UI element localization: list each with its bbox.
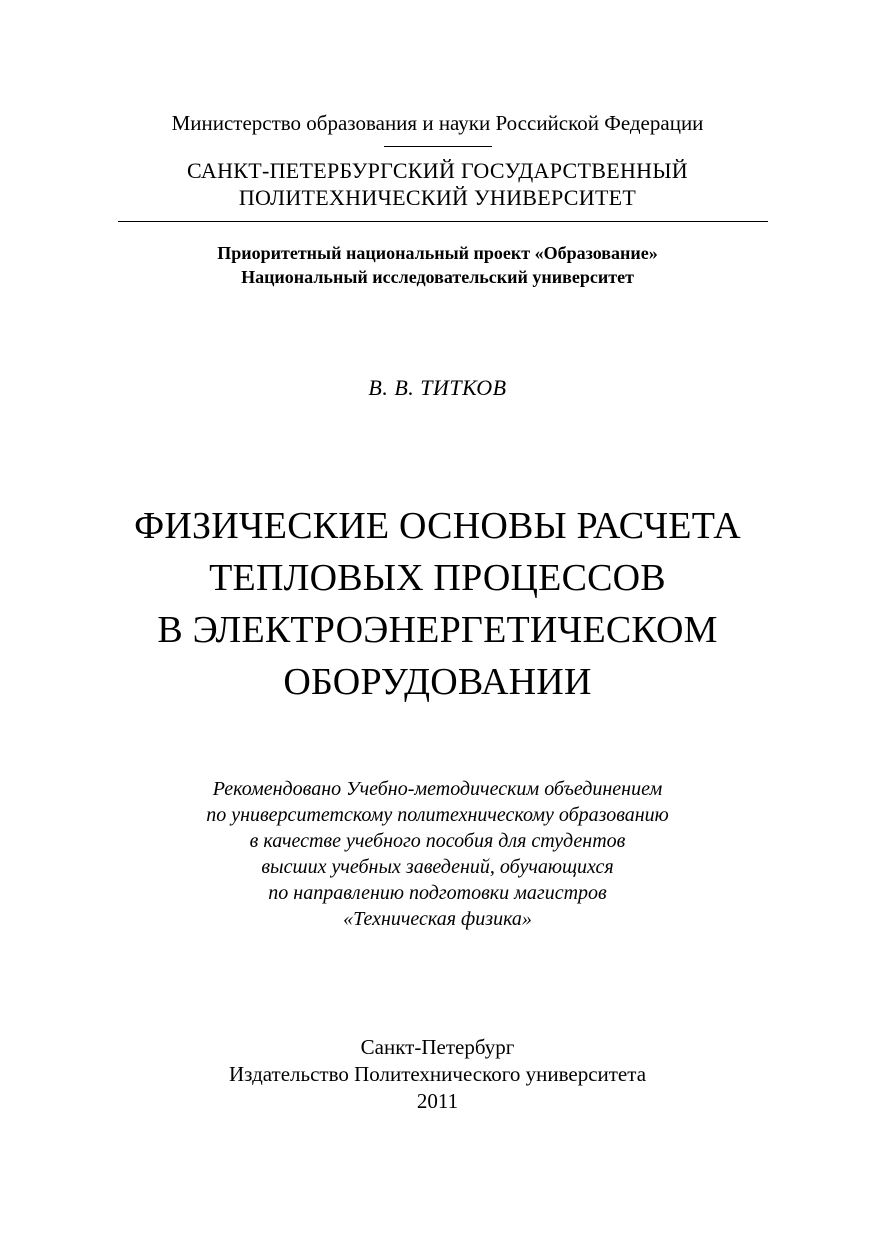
- recommendation-line-1: Рекомендовано Учебно-методическим объединением: [212, 778, 663, 800]
- title-line-4: ОБОРУДОВАНИИ: [283, 661, 592, 703]
- title-line-3: В ЭЛЕКТРОЭНЕРГЕТИЧЕСКОМ: [157, 609, 718, 651]
- university-line-1: САНКТ-ПЕТЕРБУРГСКИЙ ГОСУДАРСТВЕННЫЙ: [187, 158, 688, 183]
- author-name: [0, 373, 875, 403]
- author-text: В. В. ТИТКОВ: [368, 375, 507, 400]
- short-divider: [384, 146, 492, 147]
- project-block: [0, 241, 875, 289]
- ministry-text: Министерство образования и науки Российской Федерации: [171, 111, 704, 135]
- recommendation-line-2: по университетскому политехническому образованию: [206, 804, 669, 826]
- imprint-year: 2011: [416, 1089, 459, 1113]
- university-line-2: ПОЛИТЕХНИЧЕСКИЙ УНИВЕРСИТЕТ: [238, 185, 637, 210]
- header-divider: [118, 221, 768, 222]
- recommendation-block: [0, 776, 875, 932]
- imprint-city: Санкт-Петербург: [360, 1035, 515, 1059]
- ministry-line: [0, 108, 875, 138]
- project-line-1: Приоритетный национальный проект «Образование»: [217, 243, 658, 263]
- recommendation-line-4: высших учебных заведений, обучающихся: [261, 856, 614, 878]
- imprint-publisher: Издательство Политехнического университета: [228, 1062, 647, 1086]
- recommendation-line-6: «Техническая физика»: [343, 908, 532, 930]
- book-title: [0, 500, 875, 708]
- title-line-2: ТЕПЛОВЫХ ПРОЦЕССОВ: [209, 557, 666, 599]
- recommendation-line-3: в качестве учебного пособия для студентов: [249, 830, 626, 852]
- recommendation-line-5: по направлению подготовки магистров: [268, 882, 607, 904]
- university-name: [0, 157, 875, 211]
- imprint-block: [0, 1034, 875, 1115]
- project-line-2: Национальный исследовательский университет: [241, 267, 634, 287]
- title-line-1: ФИЗИЧЕСКИЕ ОСНОВЫ РАСЧЕТА: [134, 505, 741, 547]
